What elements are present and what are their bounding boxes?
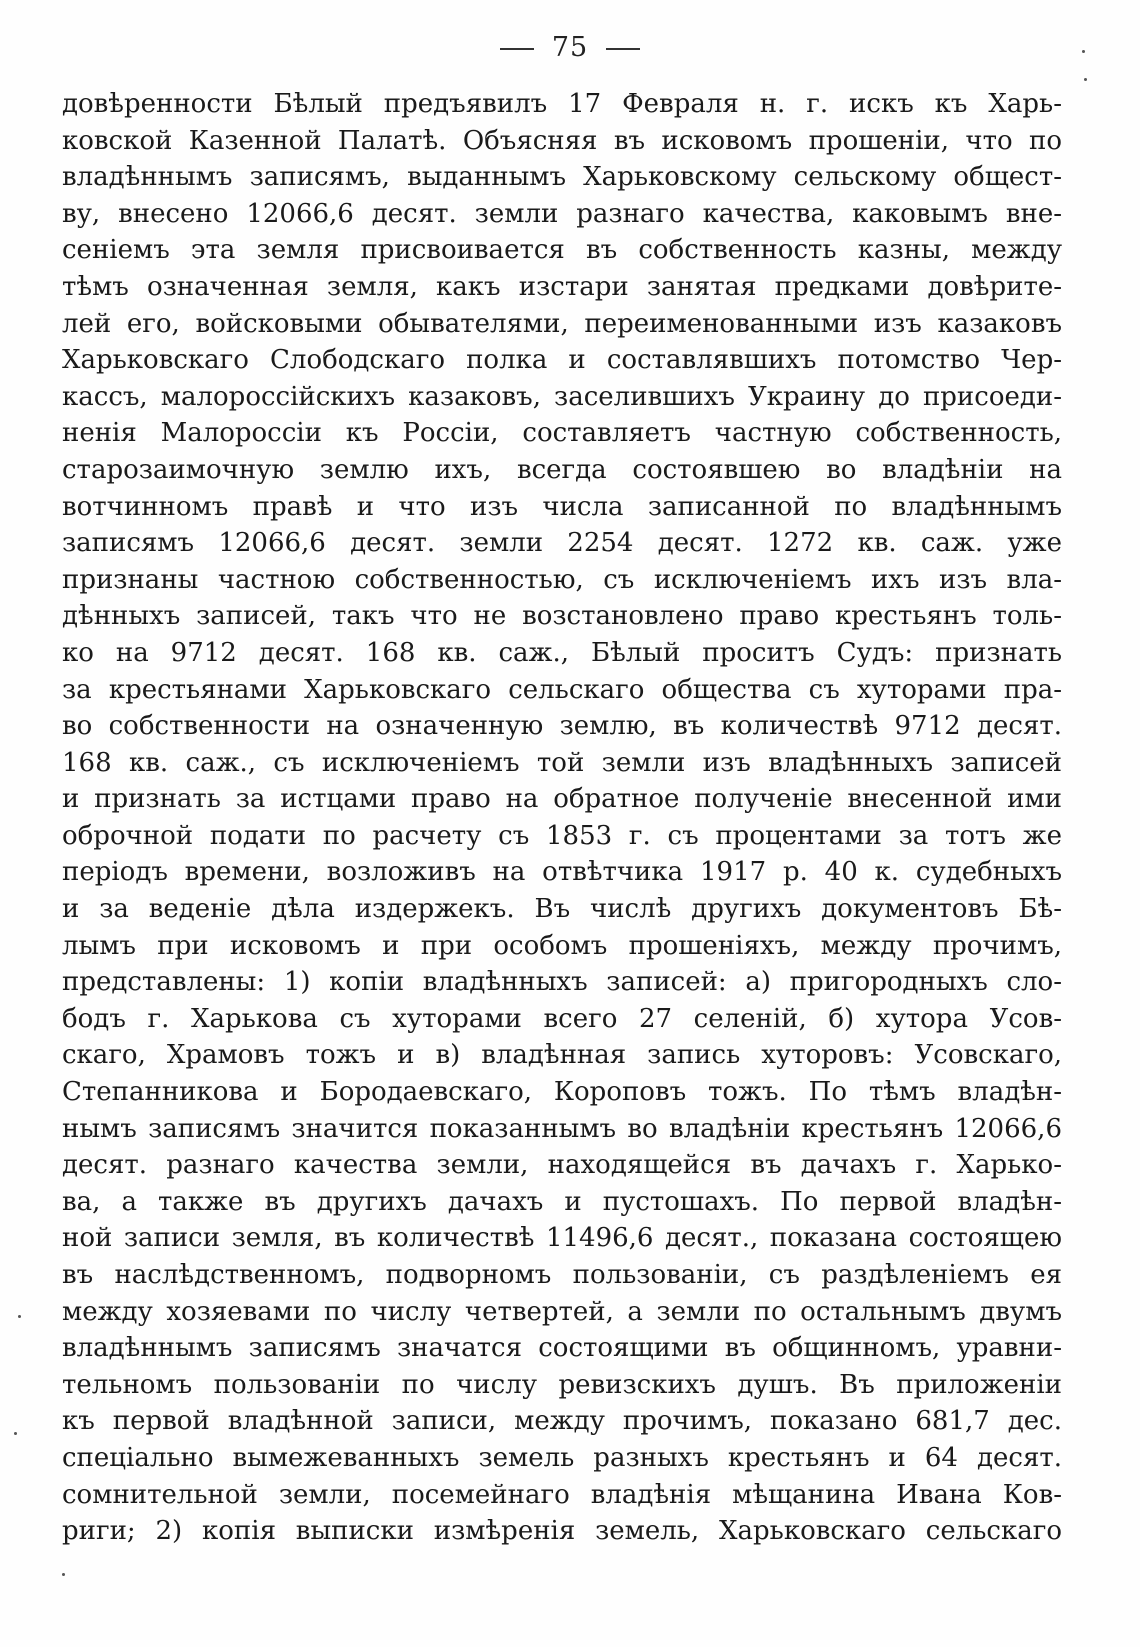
text-line: и за веденіе дѣла издержекъ. Въ числѣ другихъ документовъ Бѣ- [62, 894, 1062, 925]
page-header [0, 32, 1140, 63]
text-line: десят. разнаго качества земли, находящейся въ дачахъ г. Харько- [62, 1150, 1062, 1181]
paper-speck [14, 1432, 17, 1435]
page-number: 75 [551, 32, 589, 63]
text-line: сеніемъ эта земля присвоивается въ собственность казны, между [62, 235, 1062, 266]
text-line: спеціально вымежеванныхъ земель разныхъ крестьянъ и 64 десят. [62, 1442, 1062, 1473]
text-line: представлены: 1) копіи владѣнныхъ записей: а) пригородныхъ сло- [62, 967, 1062, 998]
text-line: періодъ времени, возложивъ на отвѣтчика 1917 р. 40 к. судебныхъ [62, 857, 1062, 888]
text-line: ко на 9712 десят. 168 кв. саж., Бѣлый проситъ Судъ: признать [62, 637, 1062, 668]
text-line: владѣннымъ записямъ, выданнымъ Харьковскому сельскому общест- [62, 162, 1062, 193]
text-line: риги; 2) копія выписки измѣренія земель, Харьковскаго сельскаго [62, 1516, 1062, 1547]
header-dash-left [500, 48, 534, 50]
body-text [62, 86, 1062, 1550]
text-line: признаны частною собственностью, съ исключеніемъ ихъ изъ вла- [62, 564, 1062, 595]
text-line: сомнительной земли, посемейнаго владѣнія мѣщанина Ивана Ков- [62, 1479, 1062, 1510]
text-line: ной записи земля, въ количествѣ 11496,6 десят., показана состоящею [62, 1223, 1062, 1254]
text-line: во собственности на означенную землю, въ количествѣ 9712 десят. [62, 711, 1062, 742]
text-line: 168 кв. саж., съ исключеніемъ той земли изъ владѣнныхъ записей [62, 747, 1062, 778]
text-line: оброчной подати по расчету съ 1853 г. съ процентами за тотъ же [62, 820, 1062, 851]
text-line: въ наслѣдственномъ, подворномъ пользованіи, съ раздѣленіемъ ея [62, 1260, 1062, 1290]
paper-speck [18, 1315, 21, 1318]
text-line: между хозяевами по числу четвертей, а земли по остальнымъ двумъ [62, 1296, 1062, 1327]
text-line: за крестьянами Харьковскаго сельскаго общества съ хуторами пра- [62, 674, 1062, 705]
text-line: кассъ, малороссійскихъ казаковъ, заселившихъ Украину до присоеди- [62, 381, 1062, 412]
text-line: записямъ 12066,6 десят. земли 2254 десят. 1272 кв. саж. уже [62, 528, 1062, 559]
text-line: довѣренности Бѣлый предъявилъ 17 Февраля н. г. искъ къ Харь- [62, 89, 1062, 119]
paper-speck [62, 1573, 65, 1576]
text-line: ву, внесено 12066,6 десят. земли разнаго качества, каковымъ вне- [62, 198, 1062, 229]
text-line: лымъ при исковомъ и при особомъ прошеніяхъ, между прочимъ, [62, 930, 1062, 961]
text-line: лей его, войсковыми обывателями, переименованными изъ казаковъ [62, 308, 1062, 339]
text-line: ва, а также въ другихъ дачахъ и пустошахъ. По первой владѣн- [62, 1186, 1062, 1217]
text-line: бодъ г. Харькова съ хуторами всего 27 селеній, б) хутора Усов- [62, 1003, 1062, 1034]
header-dash-right [606, 48, 640, 50]
text-line: ковской Казенной Палатѣ. Объясняя въ исковомъ прошеніи, что по [62, 125, 1062, 156]
paper-speck [1084, 78, 1087, 81]
text-line: къ первой владѣнной записи, между прочимъ, показано 681,7 дес. [62, 1406, 1062, 1437]
text-line: дѣнныхъ записей, такъ что не возстановлено право крестьянъ толь- [62, 601, 1062, 632]
text-line: нымъ записямъ значится показаннымъ во владѣніи крестьянъ 12066,6 [62, 1113, 1062, 1144]
text-line: владѣннымъ записямъ значатся состоящими въ общинномъ, уравни- [62, 1333, 1062, 1364]
text-line: и признать за истцами право на обратное полученіе внесенной ими [62, 784, 1062, 815]
text-line: скаго, Храмовъ тожъ и в) владѣнная запись хуторовъ: Усовскаго, [62, 1040, 1062, 1071]
text-line: старозаимочную землю ихъ, всегда состоявшею во владѣніи на [62, 454, 1062, 485]
text-line: тельномъ пользованіи по числу ревизскихъ душъ. Въ приложеніи [62, 1369, 1062, 1400]
paper-speck [1082, 50, 1085, 53]
text-line: тѣмъ означенная земля, какъ изстари занятая предками довѣрите- [62, 271, 1062, 302]
text-line: Степанникова и Бородаевскаго, Короповъ тожъ. По тѣмъ владѣн- [62, 1077, 1062, 1108]
text-line: вотчинномъ правѣ и что изъ числа записанной по владѣннымъ [62, 491, 1062, 522]
text-line: Харьковскаго Слободскаго полка и составлявшихъ потомство Чер- [62, 345, 1062, 376]
text-line: ненія Малороссіи къ Россіи, составляетъ частную собственность, [62, 418, 1062, 449]
